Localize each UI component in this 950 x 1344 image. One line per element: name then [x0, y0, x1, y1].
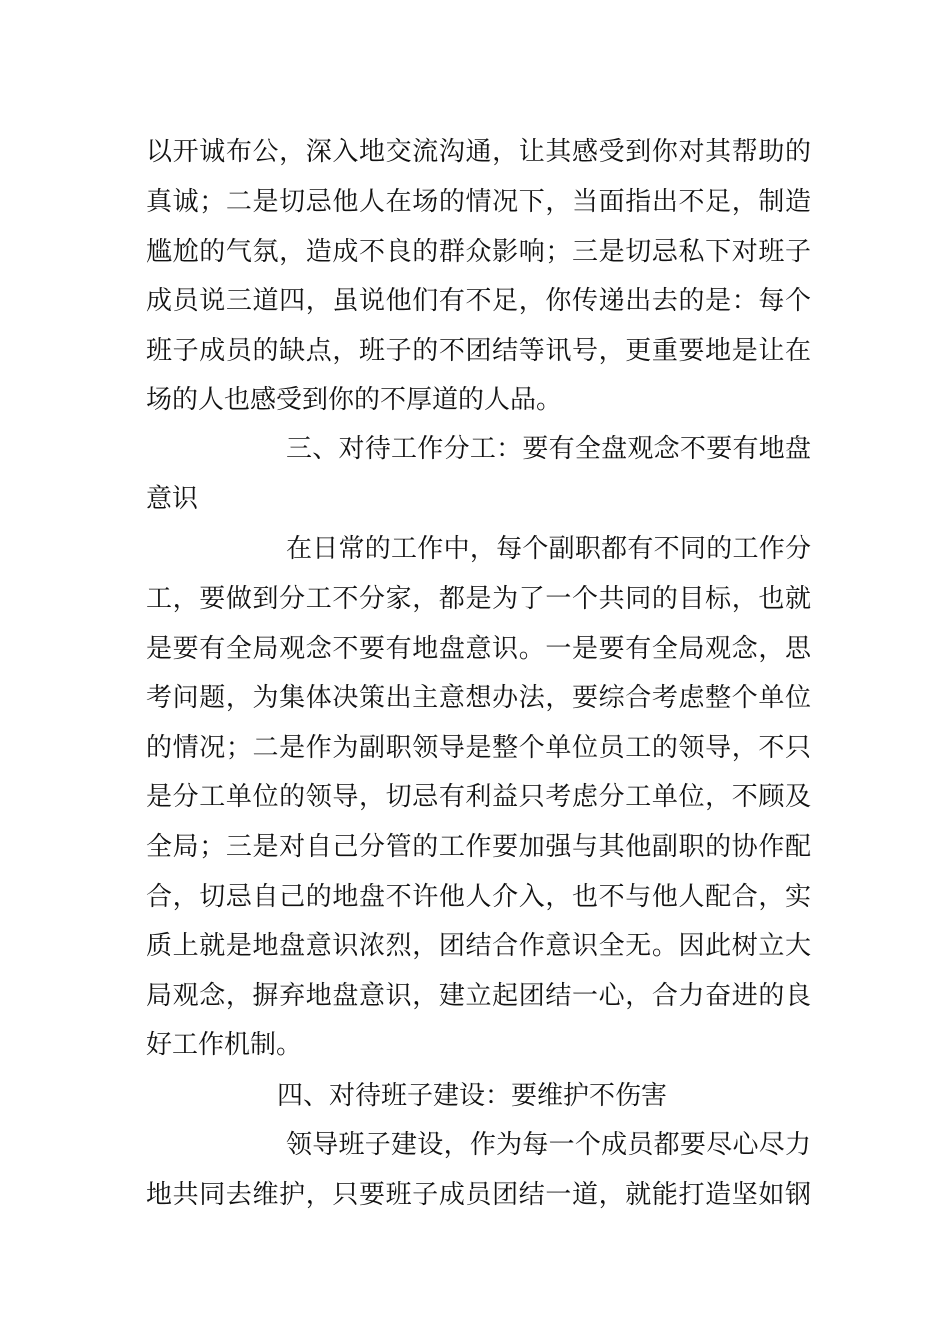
- section-heading: 三、对待工作分工：要有全盘观念不要有地盘: [286, 434, 811, 464]
- section-heading-continuation: 意识: [146, 484, 199, 514]
- paragraph-line: 尴尬的气氛，造成不良的群众影响；三是切忌私下对班子: [146, 237, 811, 267]
- paragraph-line: 的情况；二是作为副职领导是整个单位员工的领导，不只: [146, 733, 811, 763]
- paragraph-line: 以开诚布公，深入地交流沟通，让其感受到你对其帮助的: [146, 137, 811, 167]
- paragraph-line: 在日常的工作中，每个副职都有不同的工作分: [286, 534, 811, 564]
- paragraph-line: 是分工单位的领导，切忌有利益只考虑分工单位，不顾及: [146, 782, 811, 812]
- paragraph-line: 合，切忌自己的地盘不许他人介入，也不与他人配合，实: [146, 882, 811, 912]
- paragraph-line: 成员说三道四，虽说他们有不足，你传递出去的是：每个: [146, 286, 811, 316]
- paragraph-line: 质上就是地盘意识浓烈，团结合作意识全无。因此树立大: [146, 931, 811, 961]
- paragraph-line: 班子成员的缺点，班子的不团结等讯号，更重要地是让在: [146, 336, 811, 366]
- paragraph-line: 局观念，摒弃地盘意识，建立起团结一心，合力奋进的良: [146, 981, 811, 1011]
- paragraph-line: 好工作机制。: [146, 1030, 303, 1060]
- paragraph-line: 是要有全局观念不要有地盘意识。一是要有全局观念，思: [146, 634, 811, 664]
- paragraph-line: 全局；三是对自己分管的工作要加强与其他副职的协作配: [146, 832, 811, 862]
- paragraph-line: 领导班子建设，作为每一个成员都要尽心尽力: [286, 1130, 811, 1160]
- paragraph-line: 考问题，为集体决策出主意想办法，要综合考虑整个单位: [146, 683, 811, 713]
- section-heading: 四、对待班子建设：要维护不伤害: [277, 1081, 668, 1111]
- paragraph-line: 地共同去维护，只要班子成员团结一道，就能打造坚如钢: [146, 1180, 811, 1210]
- paragraph-line: 场的人也感受到你的不厚道的人品。: [146, 385, 563, 415]
- paragraph-line: 真诚；二是切忌他人在场的情况下，当面指出不足，制造: [146, 187, 811, 217]
- paragraph-line: 工，要做到分工不分家，都是为了一个共同的目标，也就: [146, 584, 811, 614]
